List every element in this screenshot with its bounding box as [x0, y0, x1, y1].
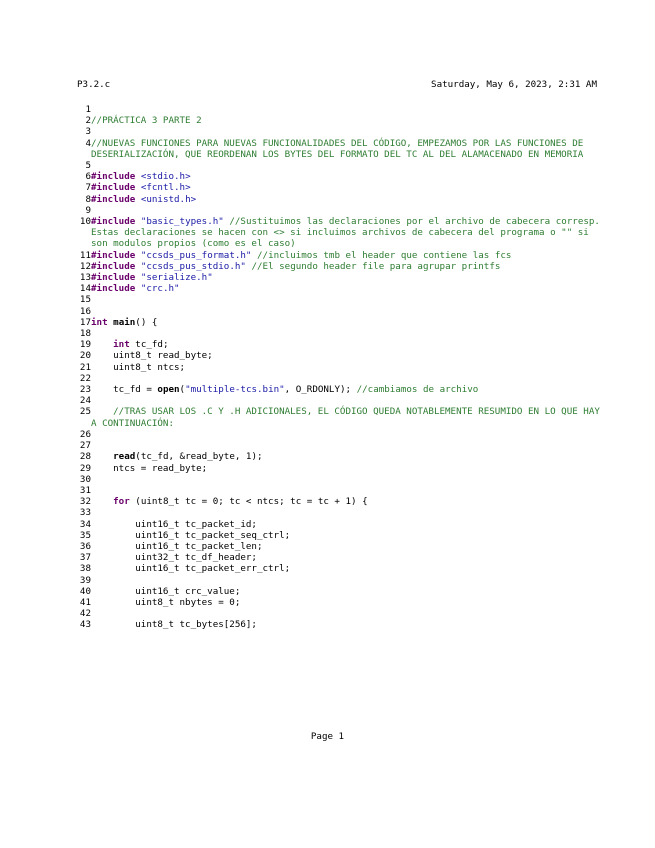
code-line: 34 uint16_t tc_packet_id;	[79, 518, 257, 530]
code-line: 2 //PRÁCTICA 3 PARTE 2	[77, 115, 602, 126]
code-line: 18	[79, 328, 91, 340]
code-line: 42	[79, 608, 91, 620]
comment: //PRÁCTICA 3 PARTE 2	[91, 115, 202, 127]
code-line: 15	[79, 294, 91, 306]
code-line: 30	[79, 473, 91, 485]
code-line: 32 for (uint8_t tc = 0; tc < ntcs; tc = tc + 1) {	[79, 496, 368, 508]
code-line: 41 uint8_t nbytes = 0;	[79, 596, 241, 608]
code-line: 43 uint8_t tc_bytes[256];	[79, 619, 257, 631]
code-line: 3	[85, 126, 91, 138]
code-line: 33	[79, 507, 91, 519]
code-line: 25 //TRAS USAR LOS .C Y .H ADICIONALES, EL CÓDIGO QUEDA NOTABLEMENTE RESUMIDO EN LO QUE HAY A CONTINUACIÓN:	[79, 406, 606, 429]
code-line: 16	[79, 305, 91, 317]
code-line: 26	[79, 428, 91, 440]
code-line: 20 uint8_t read_byte;	[79, 350, 213, 362]
file-name: P3.2.c	[77, 79, 111, 90]
code-line: 11 #include "ccsds_pus_format.h" //incluimos tmb el header que contiene las fcs	[79, 249, 512, 261]
code-listing	[77, 104, 606, 631]
page-header	[77, 79, 597, 91]
comment: //NUEVAS FUNCIONES PARA NUEVAS FUNCIONALIDADES DEL CÓDIGO, EMPEZAMOS POR LAS FUNCIONES DE DESERIALIZACIÓN, QUE REORDENAN LOS BYTES DEL FORMATO DEL TC AL DEL ALAMACENADO EN MEMORIA	[91, 137, 589, 160]
code-line: 23 tc_fd = open("multiple-tcs.bin", O_RDONLY); //cambiamos de archivo	[79, 384, 479, 396]
code-line: 9	[85, 204, 91, 216]
code-line: 8 #include <unistd.h>	[85, 193, 197, 205]
code-line: 27	[79, 440, 91, 452]
code-line: 35 uint16_t tc_packet_seq_ctrl;	[79, 529, 291, 541]
code-line: 21 uint8_t ntcs;	[79, 361, 186, 373]
code-line: 36 uint16_t tc_packet_len;	[79, 540, 263, 552]
code-line: 29 ntcs = read_byte;	[79, 462, 208, 474]
code-line: 28 read(tc_fd, &read_byte, 1);	[79, 451, 263, 463]
code-line: 14 #include "crc.h"	[79, 283, 180, 295]
code-line: 7 #include <fcntl.h>	[85, 182, 191, 194]
print-datetime: Saturday, May 6, 2023, 2:31 AM	[431, 79, 597, 90]
page-number: Page 1	[310, 731, 345, 742]
code-line: 1	[85, 104, 91, 115]
code-line: 6 #include <stdio.h>	[85, 171, 191, 183]
code-line: 19 int tc_fd;	[79, 339, 169, 351]
code-line: 38 uint16_t tc_packet_err_ctrl;	[79, 563, 291, 575]
code-line: 40 uint16_t crc_value;	[79, 585, 241, 597]
code-line: 24	[79, 395, 91, 407]
code-line: 37 uint32_t tc_df_header;	[79, 552, 257, 564]
code-line: 39	[79, 574, 91, 586]
code-line: 5	[85, 160, 91, 172]
code-line: 13 #include "serialize.h"	[79, 272, 213, 284]
code-line: 31	[79, 484, 91, 496]
code-line: 17 int main() {	[79, 316, 158, 328]
code-line: 4 //NUEVAS FUNCIONES PARA NUEVAS FUNCIONALIDADES DEL CÓDIGO, EMPEZAMOS POR LAS FUNCIONES DE DESERIALIZACIÓN, QUE REORDENAN LOS BYTES DEL FORMATO DEL TC AL DEL ALAMACENADO EN MEMORIA	[77, 138, 602, 160]
code-line: 10 #include "basic_types.h" //Sustituimos las declaraciones por el archivo de cabecera corresp. Estas declaraciones se hacen con <> si incluimos archivos de cabecera del programa o "" si son modulos propios (como es el caso)	[79, 216, 606, 250]
code-line: 22	[79, 372, 91, 384]
code-line: 12 #include "ccsds_pus_stdio.h" //El segundo header file para agrupar printfs	[79, 260, 501, 272]
